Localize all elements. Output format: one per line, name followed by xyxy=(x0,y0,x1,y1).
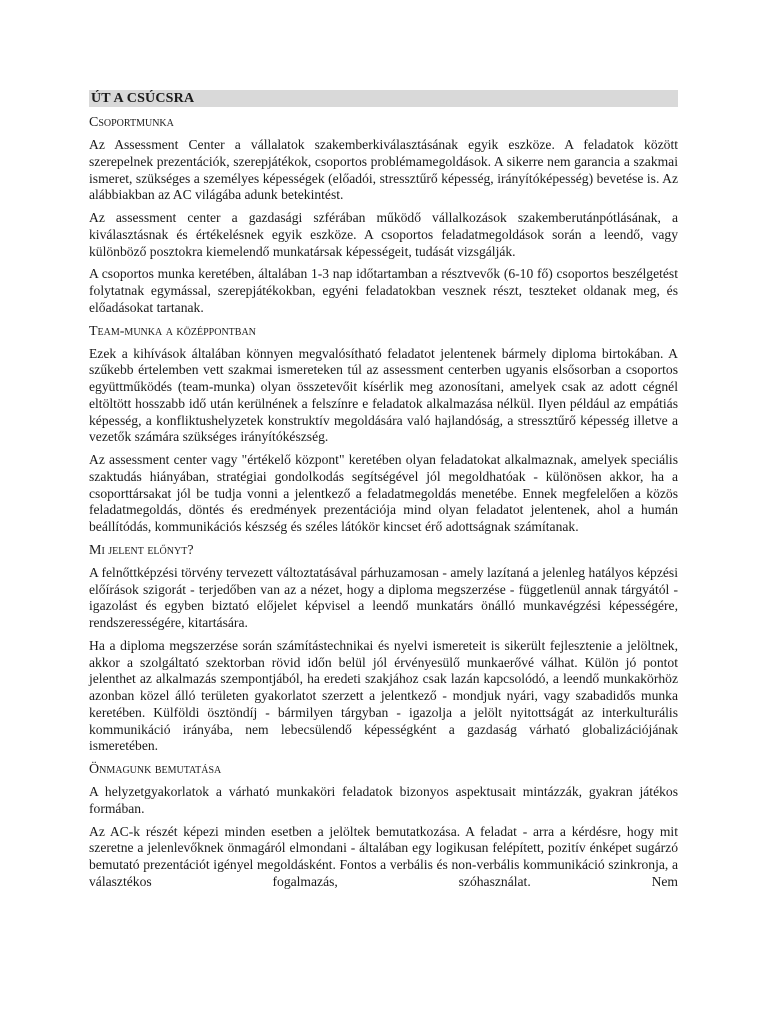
paragraph: A helyzetgyakorlatok a várható munkaköri feladatok bizonyos aspektusait mintázzák, gyakran játékos formában. xyxy=(89,784,678,816)
section-heading-team-munka: Team-munka a középpontban xyxy=(89,323,256,339)
paragraph: Az assessment center a gazdasági szférában működő vállalkozások szakemberutánpótlásának, a kiválasztásnak és értékelésnek egyik eszköze. A csoportos feladatmegoldások során a leendő, vagy különböző posztokra kiemelendő munkatársak képességeit, tudását vizsgálják. xyxy=(89,210,678,259)
paragraph: Az AC-k részét képezi minden esetben a jelöltek bemutatkozása. A feladat - arra a kérdésre, hogy mit szeretne a jelenlevőknek önmagáról elmondani - általában egy logikusan felépített, pozitív énképet sugárzó bemutató prezentációt igényel megoldásként. Fontos a verbális és non-verbális kommunikáció szinkronja, a választékos fogalmazás, szóhasználat. Nem xyxy=(89,823,678,889)
section-heading-csoportmunka: Csoportmunka xyxy=(89,115,174,130)
paragraph: Az assessment center vagy "értékelő központ" keretében olyan feladatokat alkalmaznak, amelyek speciális szaktudás hiányában, stratégiai gondolkodás segítségével jól megoldhatóak - különösen akkor, ha a csoporttársakat jól be tudja vonni a jelentkező a feladatmegoldás menetébe. Ennek megfelelően a közös feladatmegoldás, döntés és eredmények prezentációja mind olyan feladatot jelentenek, ahol a humán beállítódás, kommunikációs készség és széles látókör kincset érő adottságnak számítanak. xyxy=(89,452,678,534)
paragraph: Az Assessment Center a vállalatok szakemberkiválasztásának egyik eszköze. A feladatok között szerepelnek prezentációk, szerepjátékok, csoportos problémamegoldások. A sikerre nem garancia a szakmai ismeret, szükséges a személyes képességek (előadói, stressztűrő képesség, irányítóképesség) bevetése is. Az alábbiakban az AC világába adunk betekintést. xyxy=(89,137,678,203)
paragraph: A felnőttképzési törvény tervezett változtatásával párhuzamosan - amely lazítaná a jelenleg hatályos képzési előírások szigorát - terjedőben van az a nézet, hogy a diploma megszerzése - függetlenül annak tárgyától - igazolást és egyben biztató előjelet képvisel a leendő munkatárs önálló munkavégzési képességére, rendszerességére, kitartására. xyxy=(89,564,678,630)
document-page xyxy=(89,90,678,897)
paragraph: Ha a diploma megszerzése során számítástechnikai és nyelvi ismereteit is sikerült fejlesztenie a jelöltnek, akkor a szolgáltató szektorban rövid időn belül jól érvényesülő munkaerővé válhat. Külön jó pontot jelenthet az alkalmazás szempontjából, ha eredeti szakjához csak lazán kapcsolódó, a leendő munkakörhöz azonban közel álló területen gyakorlatot szerzett a jelentkező - mondjuk nyári, vagy szabadidős munka keretében. Külföldi ösztöndíj - bármilyen tárgyban - igazolja a jelölt nyitottságát az interkulturális kommunikáció irányába, nem lebecsülendő képességként a gazdaság várható globalizációjának ismeretében. xyxy=(89,637,678,754)
section-heading-mi-jelent-elonyt: Mi jelent előnyt? xyxy=(89,542,194,558)
paragraph: Ezek a kihívások általában könnyen megvalósítható feladatot jelentenek bármely diploma birtokában. A szűkebb értelemben vett szakmai ismereteken túl az assessment centerben ugyanis elsősorban a csoportos együttműködés (team-munka) olyan összetevőit kísérlik meg azonosítani, amelyek csak az adott cégnél eltöltött hosszabb idő után kerülnének a felszínre e feladatok alkalmazása nélkül. Ilyen például az empátiás képesség, a konfliktushelyzetek konstruktív megoldására való hajlandóság, a stressztűrő képesség illetve a vezetők számára szükséges irányítókészség. xyxy=(89,345,678,445)
paragraph: A csoportos munka keretében, általában 1-3 nap időtartamban a résztvevők (6-10 fő) csoportos beszélgetést folytatnak egymással, szerepjátékokban, egyéni feladatokban vesznek részt, teszteket oldanak meg, és előadásokat tartanak. xyxy=(89,266,678,315)
section-heading-onmagunk-bemutatasa: Önmagunk bemutatása xyxy=(89,762,222,777)
document-title: ÚT A CSÚCSRA xyxy=(89,90,678,107)
